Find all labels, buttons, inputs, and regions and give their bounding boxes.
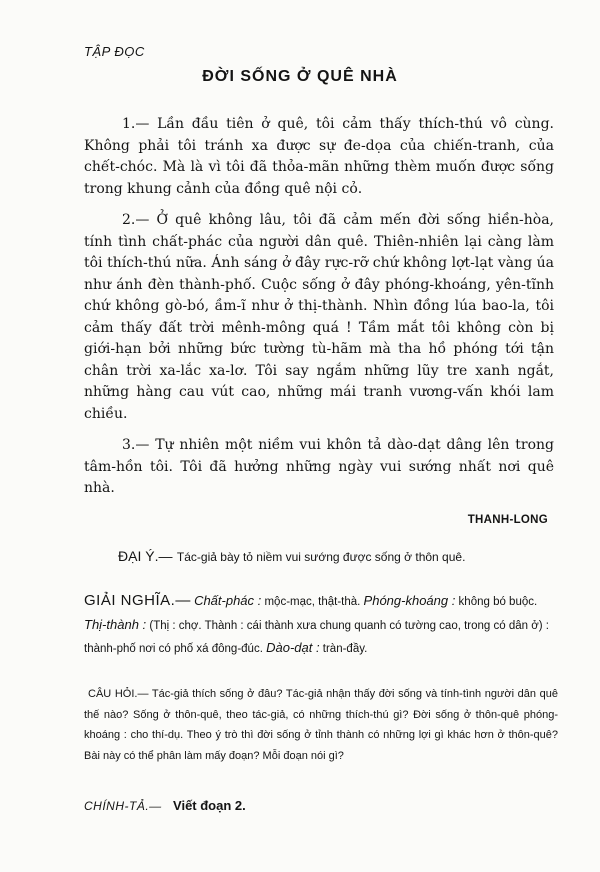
paragraph-3: 3.— Tự nhiên một niềm vui khôn tả dào-dạt dâng lên trong tâm-hồn tôi. Tôi đã hưởng những ngày vui sướng nhất nơi quê nhà. (84, 437, 554, 496)
main-idea-label: ĐẠI Ý.— (118, 548, 173, 564)
vocab-term: Chất-phác : (194, 593, 262, 608)
vocab-definition: (Thị : chợ. Thành : cái thành xưa chung quanh có tường cao, trong có dân ở) : thành-phố nơi có phố xá đông-đúc. (84, 619, 550, 655)
vocabulary-label: GIẢI NGHĨA.— (84, 592, 191, 609)
vocabulary-section (84, 590, 558, 661)
lesson-title: ĐỜI SỐNG Ở QUÊ NHÀ (202, 68, 398, 85)
questions-text: Tác-giả thích sống ở đâu? Tác-giả nhận thấy đời sống và tính-tình người dân quê thế nào? Sống ở thôn-quê, theo tác-giả, có những thích-thú gì? Đời sống ở thôn-quê phóng-khoáng : cho thí-dụ. Theo ý trò thì đời sống ở tỉnh thành có những lợi gì khác hơn ở thôn-quê? Bài này có thể phân làm mấy đoạn? Mỗi đoạn nói gì? (84, 688, 558, 762)
main-idea (84, 548, 564, 565)
paragraph-1: 1.— Lần đầu tiên ở quê, tôi cảm thấy thích-thú vô cùng. Không phải tôi tránh xa được sự đe-dọa của chiến-tranh, của chết-chóc. Mà là vì tôi đã thỏa-mãn những thèm muốn được sống trong khung cảnh của đồng quê nội cỏ. (84, 116, 554, 197)
vocab-term: Thị-thành : (84, 616, 147, 632)
dictation-label: CHÍNH-TẢ.— (84, 799, 162, 813)
vocab-definition: mộc-mạc, thật-thà. (264, 596, 361, 608)
vocab-term: Phóng-khoáng : (363, 593, 456, 608)
questions-label: CÂU HỎI.— (88, 688, 149, 700)
questions-section (84, 684, 558, 766)
main-idea-text: Tác-giả bày tỏ niềm vui sướng được sống ở thôn quê. (176, 550, 466, 564)
vocab-term: Dào-dạt : (266, 640, 320, 655)
author-name: THANH-LONG (467, 513, 548, 526)
paragraph-2: 2.— Ở quê không lâu, tôi đã cảm mến đời sống hiền-hòa, tính tình chất-phác của người dân quê. Thiên-nhiên lại càng làm tôi thích-thú nữa. Ánh sáng ở đây rực-rỡ chứ không lợt-lạt vàng úa như ánh đèn thành-phố. Cuộc sống ở đây phóng-khoáng, yên-tĩnh chứ không gò-bó, ầm-ĩ như ở thị-thành. Nhìn đồng lúa bao-la, tôi cảm thấy đất trời mênh-mông quá ! Tầm mắt tôi không còn bị giới-hạn bởi những bức tường tù-hãm mà tha hồ phóng tới tận chân trời xa-lắc xa-lơ. Tôi say ngắm những lũy tre xanh ngắt, những hàng cau vút cao, những mái tranh vương-vấn khói lam chiều. (84, 212, 554, 422)
vocab-definition: không bó buộc. (458, 596, 538, 608)
dictation-text: Viết đoạn 2. (173, 798, 246, 813)
vocab-definition: tràn-đầy. (322, 643, 368, 655)
dictation-section (84, 798, 246, 813)
section-label: TẬP ĐỌC (84, 44, 145, 59)
reading-passage (84, 114, 554, 531)
